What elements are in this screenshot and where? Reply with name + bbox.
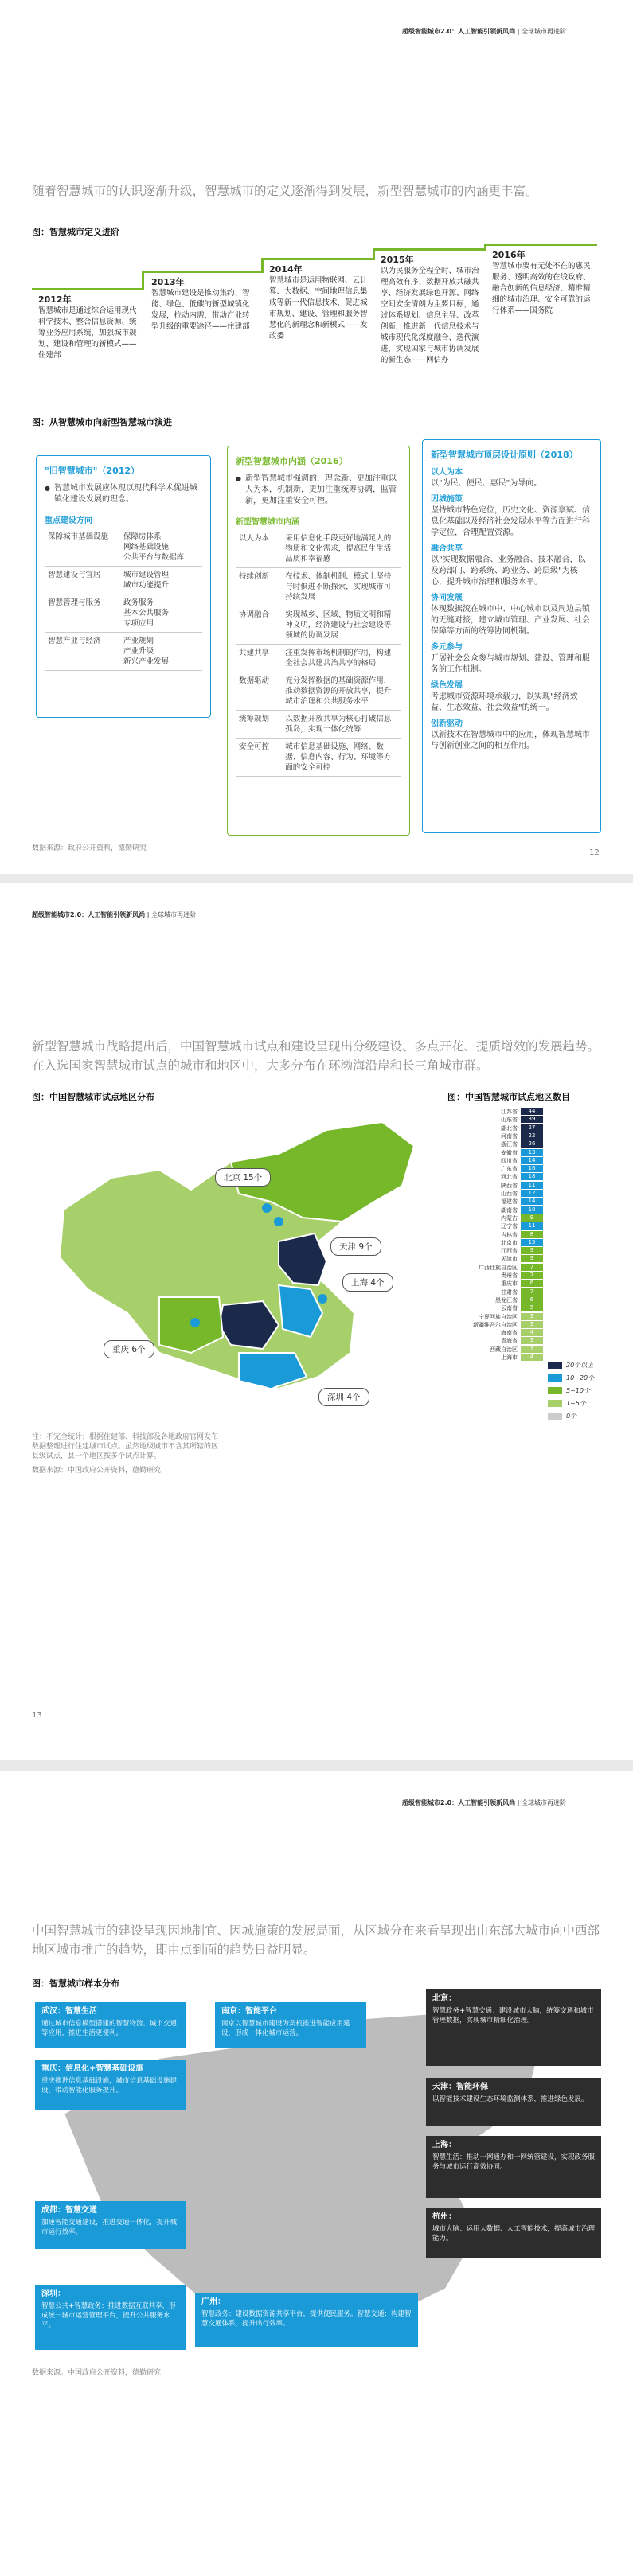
tianjin-marker — [274, 1217, 283, 1226]
card-body: 加速智能交通建设，推进交通一体化，提升城市运行效率。 — [41, 2219, 178, 2236]
region-count: 10 — [521, 1206, 543, 1214]
region-name: 辽宁省 — [501, 1223, 518, 1230]
card-nanjing — [215, 2002, 366, 2048]
region-name: 安徽省 — [501, 1149, 518, 1156]
lead-paragraph: 中国智慧城市的建设呈现因地制宜、因城施策的发展局面，从区域分布来看呈现出由东部大城市向中西部地区城市推广的趋势，即由点到面的趋势日益明显。 — [32, 1923, 600, 1957]
region-count: 16 — [521, 1165, 543, 1172]
card-title: 杭州： — [432, 2212, 456, 2221]
region-name: 四川省 — [501, 1157, 518, 1164]
timeline-text: 智慧城市要有无处不在的惠民服务、透明高效的在线政府、融合创新的信息经济、精准精细的城市治理、安全可靠的运行体系——国务院 — [492, 262, 591, 315]
lead-paragraph: 随着智慧城市的认识逐渐升级，智慧城市的定义逐渐得到发展，新型智慧城市的内涵更丰富。 — [32, 184, 538, 198]
table-row — [236, 645, 401, 672]
row-value: 城市信息基础设施、网络、数据、信息内容、行为、环境等方面的安全可控 — [282, 739, 401, 777]
principle-item — [431, 494, 592, 539]
region-count: 15 — [521, 1239, 543, 1246]
row-value: 专项应用 — [123, 619, 154, 628]
card-beijing — [426, 1989, 601, 2066]
principle-value: 以"实现数据融合、业务融合、技术融合，以及跨部门、跨系统、跨业务、跨层级"为核心，提升城市治理和服务水平。 — [431, 555, 586, 587]
row-key: 数据驱动 — [236, 672, 282, 711]
direction-table — [45, 528, 202, 671]
card-title: 重庆：信息化+智慧基础设施 — [41, 2064, 144, 2073]
region-name: 山东省 — [501, 1117, 518, 1124]
header-separator: | — [147, 911, 150, 918]
row-value: 基本公共服务 — [123, 609, 170, 618]
running-header — [402, 1799, 633, 1807]
principle-value: 以新技术在智慧城市中的应用，体现智慧城市与创新创业之间的相互作用。 — [431, 731, 590, 750]
row-key: 智慧产业与经济 — [45, 633, 120, 671]
region-count: 7 — [521, 1288, 543, 1296]
region-name: 云南省 — [501, 1305, 518, 1312]
chongqing-marker — [190, 1318, 200, 1327]
card-body: 智慧生活：推动一网通办和一网统管建设，实现政务服务与城市运行高效协同。 — [432, 2153, 596, 2171]
region-name: 陕西省 — [501, 1182, 518, 1189]
region-count: 6 — [521, 1296, 543, 1304]
card-tianjin — [426, 2078, 601, 2126]
region-count: 9 — [521, 1247, 543, 1254]
legend-label: 1~5个 — [566, 1400, 586, 1407]
row-value: 以数据开放共享为核心打破信息孤岛，实现一体化统筹 — [282, 711, 401, 739]
region-count: 1 — [521, 1346, 543, 1353]
callout-tianjin: 天津 9个 — [330, 1237, 381, 1256]
principle-key: 以人为本 — [431, 468, 463, 477]
section-heading: 重点建设方向 — [45, 516, 92, 525]
legend-label: 20个以上 — [566, 1362, 594, 1369]
callout-beijing: 北京 15个 — [215, 1168, 271, 1187]
row-value: 政务服务 — [123, 598, 154, 607]
card-shenzhen — [35, 2285, 186, 2350]
region-name: 江西省 — [501, 1248, 518, 1255]
card-wuhan — [35, 2002, 186, 2048]
table-row — [236, 606, 401, 645]
region-name: 上海市 — [501, 1354, 518, 1361]
source-note: 数据来源：政府公开资料，德勤研究 — [32, 844, 147, 852]
callout-shanghai: 上海 4个 — [342, 1273, 393, 1292]
card-title: 武汉：智慧生活 — [41, 2007, 97, 2016]
timeline-step-2016 — [492, 250, 596, 317]
connotation-table — [236, 530, 401, 777]
row-key: 智慧建设与宜居 — [45, 567, 120, 594]
page-number: 13 — [32, 1711, 42, 1720]
timeline-text: 智慧城市建设是推动集约、智能、绿色、低碳的新型城镇化发展，拉动内需，带动产业转型升级的重要途径——住建部 — [151, 289, 250, 331]
header-title: 超级智能城市2.0：人工智能引领新风尚 — [402, 1799, 516, 1806]
card-body: 南京以智慧城市建设为契机推进智能应用建设，形成一体化城市运营。 — [221, 2020, 350, 2037]
region-name: 广西壮族自治区 — [479, 1264, 518, 1271]
region-count: 18 — [521, 1173, 543, 1180]
row-value: 保障房体系 — [123, 532, 162, 541]
region-name: 吉林省 — [501, 1231, 518, 1238]
region-count: 26 — [521, 1140, 543, 1148]
running-header — [32, 910, 633, 919]
card-title: 天津：智能环保 — [432, 2083, 488, 2091]
region-count: 14 — [521, 1198, 543, 1205]
region-count: 12 — [521, 1190, 543, 1197]
figure-title: 图：智慧城市定义进阶 — [32, 227, 119, 237]
table-row — [45, 567, 202, 594]
card-body: 智慧公共+智慧政务：推进数据互联共享，形成统一城市运营管理平台，提升公共服务水平。 — [41, 2302, 176, 2329]
region-name: 新疆维吾尔自治区 — [473, 1321, 518, 1328]
region-name: 福建省 — [501, 1198, 518, 1206]
callout-chongqing: 重庆 6个 — [104, 1340, 154, 1358]
principle-key: 创新驱动 — [431, 719, 463, 728]
row-key: 安全可控 — [236, 739, 282, 777]
region-count: 3 — [521, 1321, 543, 1328]
principle-value: 开展社会公众参与城市规划、建设、管理和服务的工作机制。 — [431, 654, 590, 674]
card-chongqing — [35, 2060, 186, 2110]
principle-item — [431, 593, 592, 637]
card-body: 以智能技术建设生态环境监测体系，推进绿色发展。 — [432, 2095, 588, 2103]
box-title: 新型智慧城市内涵（2016） — [236, 456, 348, 466]
box-title: 新型智慧城市顶层设计原则（2018） — [431, 450, 578, 460]
region-name: 甘肃省 — [501, 1288, 518, 1296]
principle-value: 坚持城市特色定位，历史文化、资源禀赋、信息化基础以及经济社会发展水平等方面进行科学定位，合理配置资源。 — [431, 506, 590, 537]
card-body: 智慧政务：建设数据资源共享平台，提供便民服务。智慧交通：构建智慧交通体系，提升出行效率。 — [201, 2310, 412, 2328]
principle-value: 体现数据流在城市中、中心城市以及周边县镇的无缝对接，建立城市管理、产业发展、社会保障等方面的统筹协同机制。 — [431, 605, 590, 636]
card-body: 城市大脑：运用大数据、人工智能技术，提高城市治理能力。 — [432, 2225, 596, 2243]
source-note: 数据来源：中国政府公开资料，德勤研究 — [32, 2369, 162, 2377]
timeline-year: 2013年 — [151, 277, 185, 287]
row-value: 网络基础设施 — [123, 543, 170, 551]
principle-key: 绿色发展 — [431, 681, 463, 690]
row-key: 共建共享 — [236, 645, 282, 672]
card-body: 智慧政务+智慧交通：建设城市大脑，统筹交通和城市管理数据，实现城市精细化治理。 — [432, 2007, 594, 2025]
pilot-count-row — [470, 1354, 557, 1364]
box-title: "旧智慧城市"（2012） — [45, 466, 140, 476]
card-title: 深圳： — [41, 2290, 65, 2298]
region-count: 22 — [521, 1132, 543, 1140]
row-value: 公共平台与数据库 — [123, 553, 185, 562]
row-key: 协调融合 — [236, 606, 282, 645]
row-key: 以人为本 — [236, 530, 282, 568]
card-hangzhou — [426, 2208, 601, 2258]
region-name: 浙江省 — [501, 1141, 518, 1148]
timeline-year: 2012年 — [38, 294, 72, 305]
principle-key: 多元参与 — [431, 643, 463, 652]
beijing-marker — [262, 1203, 272, 1213]
callout-shenzhen: 深圳 4个 — [318, 1388, 369, 1406]
principle-key: 因城施策 — [431, 495, 463, 504]
principle-item — [431, 544, 592, 588]
timeline-step-2015 — [381, 255, 483, 366]
card-shanghai — [426, 2136, 601, 2198]
card-body: 通过城市信息模型搭建的智慧物流、城市交通等应用，推进生活更便利。 — [41, 2020, 178, 2037]
region-name: 西藏自治区 — [490, 1346, 518, 1353]
header-subtitle: 全球城市再进阶 — [521, 28, 566, 35]
timeline-step-2013 — [151, 277, 255, 333]
region-name: 河南省 — [501, 1132, 518, 1140]
region-count: 27 — [521, 1124, 543, 1132]
legend-label: 5~10个 — [566, 1387, 590, 1394]
table-row — [236, 568, 401, 606]
region-count: 5 — [521, 1304, 543, 1311]
row-value: 产业升级 — [123, 647, 154, 656]
region-name: 山西省 — [501, 1191, 518, 1197]
region-name: 重庆市 — [501, 1280, 518, 1288]
header-separator: | — [517, 1799, 520, 1806]
timeline-text: 智慧城市是通过综合运用现代科学技术、整合信息资源、统筹业务应用系统，加强城市规划、建设和管理的新模式——住建部 — [38, 306, 137, 360]
timeline-step-2012 — [38, 294, 138, 361]
figure-title: 图：从智慧城市向新型智慧城市演进 — [32, 417, 172, 427]
region-count: 3 — [521, 1337, 543, 1344]
region-name: 黑龙江省 — [495, 1296, 518, 1304]
principle-value: 以"为民、便民、惠民"为导向。 — [431, 479, 542, 488]
region-count: 9 — [521, 1255, 543, 1262]
table-row — [236, 739, 401, 777]
region-count: 7 — [521, 1272, 543, 1279]
bar-figure-title: 图：中国智慧城市试点地区数目 — [447, 1092, 570, 1102]
row-value: 实现城乡、区域、物质文明和精神文明，经济建设与社会建设等领域的协调发展 — [282, 606, 401, 645]
table-row — [236, 530, 401, 568]
principle-item — [431, 719, 592, 752]
region-count: 11 — [521, 1182, 543, 1189]
section-heading: 新型智慧城市内涵 — [236, 518, 299, 527]
page-13 — [0, 883, 633, 1760]
source-note: 数据来源：中国政府公开资料，德勤研究 — [32, 1467, 162, 1475]
card-title: 上海： — [432, 2141, 456, 2149]
page-14 — [0, 1771, 633, 2576]
design-principles-box — [422, 439, 601, 833]
region-count: 9 — [521, 1214, 543, 1222]
region-name: 江苏省 — [501, 1109, 518, 1115]
row-value: 采用信息化手段更好地满足人的物质和文化需求，提高民生生活品质和幸福感 — [282, 530, 401, 568]
region-name: 广东省 — [501, 1166, 518, 1173]
principle-key: 融合共享 — [431, 544, 463, 553]
timeline-step-2014 — [269, 264, 371, 342]
row-value: 注重发挥市场机制的作用，构建全社会共建共治共享的格局 — [282, 645, 401, 672]
row-value: 在技术、体制机制、模式上坚持与时俱进不断探索，实现城市可持续发展 — [282, 568, 401, 606]
table-row — [45, 594, 202, 633]
table-row — [236, 711, 401, 739]
region-count: 11 — [521, 1222, 543, 1230]
lead-paragraph: 新型智慧城市战略提出后，中国智慧城市试点和建设呈现出分级建设、多点开花、提质增效的发展趋势。在入选国家智慧城市试点的城市和地区中，大多分布在环渤海沿岸和长三角城市群。 — [32, 1039, 600, 1073]
region-name: 海南省 — [501, 1330, 518, 1337]
legend-item — [548, 1374, 594, 1382]
legend-item — [548, 1361, 593, 1370]
row-value: 充分发挥数据的基础资源作用，推动数据资源的开放共享，提升城市治理和公共服务水平 — [282, 672, 401, 711]
row-value: 城市功能提升 — [123, 581, 170, 590]
region-name: 湖北省 — [501, 1124, 518, 1132]
region-name: 内蒙古 — [501, 1214, 518, 1222]
timeline-year: 2015年 — [381, 255, 414, 265]
legend-item — [548, 1399, 586, 1408]
principle-item — [431, 642, 592, 676]
row-key: 统筹规划 — [236, 711, 282, 739]
region-count: 39 — [521, 1116, 543, 1123]
page-number: 12 — [589, 848, 600, 857]
box-bullet: ● 智慧城市发展应体现以现代科学术促进城镇化建设发展的理念。 — [45, 483, 202, 505]
legend-label: 10~20个 — [566, 1374, 595, 1382]
shanghai-marker — [318, 1294, 327, 1304]
header-title: 超级智能城市2.0：人工智能引领新风尚 — [402, 28, 516, 35]
row-value: 城市建设管理 — [123, 571, 170, 579]
timeline-text: 智慧城市是运用物联网、云计算、大数据、空间地理信息集成等新一代信息技术，促进城市规划、建设、管理和服务智慧化的新理念和新模式——发改委 — [269, 276, 368, 341]
header-separator: | — [517, 28, 520, 35]
region-count: 14 — [521, 1157, 543, 1164]
card-chengdu — [35, 2201, 186, 2249]
legend-item — [548, 1412, 576, 1421]
row-value: 产业规划 — [123, 637, 154, 645]
new-smart-city-box — [227, 446, 410, 836]
timeline-text: 以为民服务全程全时、城市治理高效有序、数据开放共融共享、经济发展绿色开源、网络空间安全清朗为主要目标，通过体系规划、信息主导、改革创新，推进新一代信息技术与城市现代化深度融合、迭代演进，实现国家与城市协调发展的新生态——网信办 — [381, 267, 479, 364]
timeline-year: 2014年 — [269, 264, 303, 275]
row-key: 持续创新 — [236, 568, 282, 606]
region-name: 湖南省 — [501, 1206, 518, 1214]
card-body: 重庆推进信息基础设施，城市信息基础设施建设，带动智能化服务提升。 — [41, 2077, 178, 2095]
region-name: 天津市 — [501, 1256, 518, 1263]
region-count: 44 — [521, 1108, 543, 1115]
table-row — [236, 672, 401, 711]
card-title: 广州： — [201, 2297, 225, 2306]
page-12 — [0, 0, 633, 874]
region-count: 7 — [521, 1264, 543, 1271]
card-title: 南京：智能平台 — [221, 2007, 277, 2016]
region-count: 4 — [521, 1329, 543, 1336]
box-bullet: ● 新型智慧城市强调的，理念新、更加注重以人为本，机制新，更加注重统筹协调，监管新，更加注重安全可控。 — [236, 474, 401, 507]
region-name: 河北省 — [501, 1174, 518, 1181]
region-count: 4 — [521, 1354, 543, 1361]
timeline-year: 2016年 — [492, 250, 526, 260]
principle-item — [431, 680, 592, 714]
region-name: 北京市 — [501, 1239, 518, 1246]
row-key: 智慧管理与服务 — [45, 594, 120, 633]
row-value: 新兴产业发展 — [123, 657, 170, 666]
region-count: 8 — [521, 1231, 543, 1238]
card-title: 成都：智慧交通 — [41, 2206, 97, 2215]
header-subtitle: 全球城市再进阶 — [521, 1799, 566, 1806]
principle-key: 协同发展 — [431, 594, 463, 602]
header-subtitle: 全球城市再进阶 — [150, 911, 196, 918]
old-smart-city-box — [36, 455, 211, 718]
region-name: 贵州省 — [501, 1272, 518, 1279]
table-row — [45, 528, 202, 567]
region-count: 6 — [521, 1280, 543, 1287]
card-guangzhou — [195, 2293, 418, 2347]
principle-value: 考虑城市资源环境承载力，以实现"经济效益、生态效益、社会效益"的统一。 — [431, 692, 578, 712]
running-header — [402, 27, 633, 36]
map-note: 注：不完全统计；根据住建部、科技部及各地政府官网发布数据整理进行住建城市试点。虽然地级城市不含其所辖的区县级试点，县一个地区按多个试点计算。 — [32, 1433, 219, 1460]
row-key: 保障城市基础设施 — [45, 528, 120, 567]
figure-title: 图：智慧城市样本分布 — [32, 1978, 119, 1989]
region-count: 13 — [521, 1149, 543, 1156]
shenzhen-marker — [266, 1378, 275, 1388]
region-name: 宁夏回族自治区 — [479, 1313, 518, 1320]
table-row — [45, 633, 202, 671]
header-title: 超级智能城市2.0：人工智能引领新风尚 — [32, 911, 146, 918]
legend-item — [548, 1386, 590, 1395]
card-title: 北京： — [432, 1994, 456, 2003]
legend-label: 0个 — [566, 1413, 577, 1420]
map-figure-title: 图：中国智慧城市试点地区分布 — [32, 1092, 154, 1102]
region-count: 3 — [521, 1313, 543, 1320]
region-name: 青海省 — [501, 1338, 518, 1345]
principle-item — [431, 467, 592, 489]
